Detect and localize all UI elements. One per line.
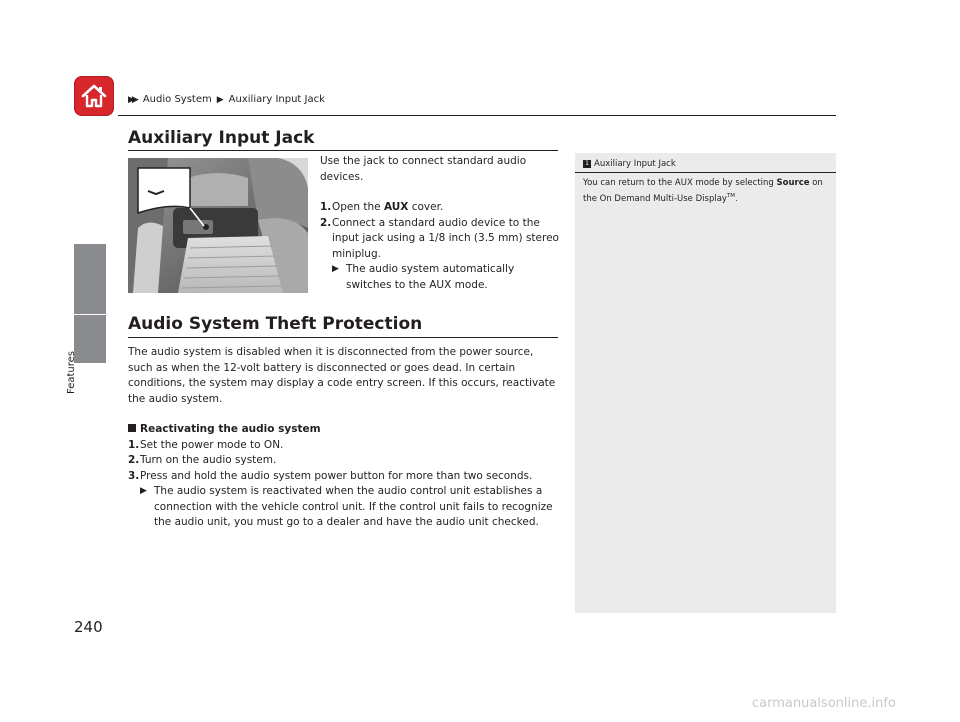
aux-step-1 — [320, 200, 560, 216]
note-text-part: on the On Demand Multi-Use Display — [583, 178, 823, 204]
note-text-part: You can return to the AUX mode by selecting — [583, 178, 777, 188]
header-divider — [118, 115, 836, 116]
theft-intro: The audio system is disabled when it is disconnected from the power source, such as when the 12-volt battery is disconnected or goes dead. In certain conditions, the system may display a code entry screen. If this occurs, reactivate the audio system. — [128, 346, 556, 405]
aux-step-2-result — [332, 262, 560, 293]
side-tab-features[interactable] — [74, 315, 106, 363]
aux-button-label: AUX — [383, 201, 409, 213]
watermark: carmanualsonline.info — [752, 696, 896, 711]
step-number: 3. — [128, 469, 140, 482]
aux-jack-photo — [128, 158, 308, 293]
side-section-label: Features — [66, 351, 77, 394]
home-button[interactable] — [74, 76, 114, 116]
result-text: The audio system automatically switches to the AUX mode. — [346, 263, 515, 291]
note-text — [583, 177, 828, 205]
note-icon: 1 — [583, 160, 591, 168]
aux-instructions — [320, 154, 560, 293]
side-tab[interactable] — [74, 244, 106, 314]
step-number: 2. — [128, 454, 140, 466]
step-number: 1. — [128, 438, 140, 451]
theft-step-3 — [128, 469, 558, 485]
note-panel — [575, 153, 836, 613]
theft-step-1 — [128, 438, 558, 454]
result-arrow-icon: ▶ — [140, 486, 147, 496]
home-icon — [80, 82, 108, 110]
breadcrumb — [128, 94, 325, 105]
section-title-theft: Audio System Theft Protection — [128, 314, 423, 334]
theft-step-3-result — [140, 484, 558, 531]
step-text: Set the power mode to ON. — [140, 438, 284, 451]
source-button-label: Source — [776, 178, 810, 188]
aux-step-2 — [320, 216, 560, 263]
step-number: 2. — [320, 216, 332, 229]
result-text: The audio system is reactivated when the audio control unit establishes a connection with the vehicle control unit. If the control unit fails to recognize the audio unit, you must go to a dealer and have the audio unit checked. — [154, 485, 553, 528]
result-arrow-icon: ▶ — [332, 264, 339, 274]
breadcrumb-arrow-icon: ▶▶ — [128, 94, 136, 105]
step-text: Open the — [332, 201, 384, 213]
step-text: cover. — [408, 201, 444, 213]
page-number: 240 — [74, 618, 103, 636]
section-divider — [128, 150, 558, 151]
note-divider — [575, 172, 836, 173]
step-text: Connect a standard audio device to the input jack using a 1/8 inch (3.5 mm) stereo miniplug. — [332, 216, 559, 260]
section-divider — [128, 337, 558, 338]
theft-instructions — [128, 345, 558, 531]
section-title-aux: Auxiliary Input Jack — [128, 128, 315, 148]
theft-subheading — [128, 422, 558, 438]
step-text: Press and hold the audio system power button for more than two seconds. — [140, 469, 533, 482]
note-heading — [583, 159, 676, 169]
step-number: 1. — [320, 201, 332, 213]
breadcrumb-arrow-icon: ▶ — [216, 94, 224, 105]
subheading-text: Reactivating the audio system — [140, 423, 321, 435]
theft-step-2 — [128, 453, 558, 469]
aux-intro: Use the jack to connect standard audio devices. — [320, 155, 527, 183]
step-text: Turn on the audio system. — [140, 454, 277, 466]
note-text-part: . — [735, 193, 738, 204]
note-title: Auxiliary Input Jack — [594, 159, 676, 169]
breadcrumb-item-auxiliary-input-jack[interactable]: Auxiliary Input Jack — [228, 94, 325, 105]
trademark: TM — [726, 192, 736, 199]
breadcrumb-item-audio-system[interactable]: Audio System — [142, 94, 212, 105]
square-bullet-icon — [128, 424, 136, 432]
